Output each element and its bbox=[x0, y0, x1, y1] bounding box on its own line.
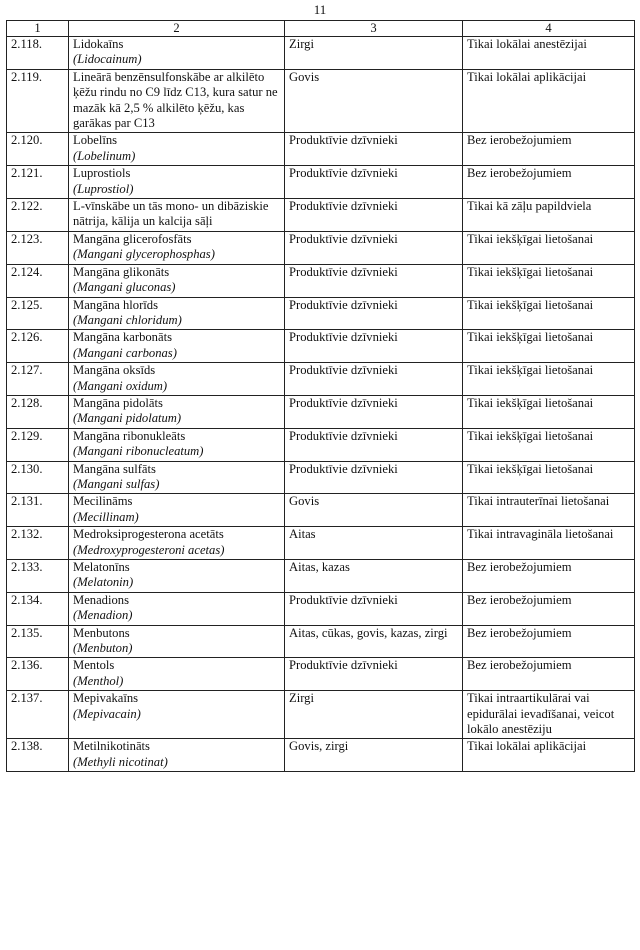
substance-cell bbox=[69, 330, 285, 363]
substance-name: Mangāna hlorīds bbox=[73, 297, 158, 312]
latin-name: (Menadion) bbox=[73, 608, 133, 623]
substance-cell bbox=[69, 494, 285, 527]
target-species: Zirgi bbox=[285, 691, 463, 739]
substance-cell bbox=[69, 297, 285, 330]
row-number: 2.125. bbox=[7, 297, 69, 330]
restriction: Bez ierobežojumiem bbox=[463, 592, 635, 625]
latin-name: (Lidocainum) bbox=[73, 52, 142, 67]
page-number: 11 bbox=[313, 2, 327, 17]
restriction: Bez ierobežojumiem bbox=[463, 658, 635, 691]
substance-cell bbox=[69, 69, 285, 133]
row-number: 2.126. bbox=[7, 330, 69, 363]
latin-name: (Medroxyprogesteroni acetas) bbox=[73, 542, 225, 557]
target-species: Aitas, kazas bbox=[285, 560, 463, 593]
latin-name: (Mangani carbonas) bbox=[73, 345, 177, 360]
row-number: 2.135. bbox=[7, 625, 69, 658]
substance-name: Melatonīns bbox=[73, 560, 130, 574]
substance-cell bbox=[69, 428, 285, 461]
substance-cell bbox=[69, 625, 285, 658]
substance-name: Mangāna sulfāts bbox=[73, 461, 156, 476]
substance-name: Mangāna ribonukleāts bbox=[73, 428, 186, 443]
row-number: 2.119. bbox=[7, 69, 69, 133]
table-body bbox=[7, 37, 635, 772]
substance-name: Mepivakaīns bbox=[73, 691, 139, 706]
latin-name: (Mangani gluconas) bbox=[73, 280, 176, 295]
latin-name: (Methyli nicotinat) bbox=[73, 754, 168, 769]
table-row bbox=[7, 395, 635, 428]
table-row bbox=[7, 560, 635, 593]
substance-cell bbox=[69, 461, 285, 494]
latin-name: (Mecillinam) bbox=[73, 509, 139, 524]
table-row bbox=[7, 133, 635, 166]
substance-cell bbox=[69, 231, 285, 264]
substance-cell bbox=[69, 739, 285, 772]
column-header-4: 4 bbox=[463, 21, 635, 37]
latin-name: (Mangani chloridum) bbox=[73, 312, 182, 327]
target-species: Produktīvie dzīvnieki bbox=[285, 166, 463, 199]
table-row bbox=[7, 691, 635, 739]
substance-name: Lidokaīns bbox=[73, 37, 124, 51]
target-species: Aitas, cūkas, govis, kazas, zirgi bbox=[285, 625, 463, 658]
substance-cell bbox=[69, 199, 285, 232]
row-number: 2.129. bbox=[7, 428, 69, 461]
table-row bbox=[7, 527, 635, 560]
substance-name: Menbutons bbox=[73, 625, 130, 640]
substance-cell bbox=[69, 264, 285, 297]
table-row bbox=[7, 363, 635, 396]
row-number: 2.138. bbox=[7, 739, 69, 772]
substance-name: Mangāna karbonāts bbox=[73, 330, 172, 345]
table-row bbox=[7, 428, 635, 461]
substance-name: Medroksiprogesterona acetāts bbox=[73, 527, 224, 542]
substance-name: Menadions bbox=[73, 592, 129, 607]
restriction: Tikai iekšķīgai lietošanai bbox=[463, 461, 635, 494]
substance-cell bbox=[69, 592, 285, 625]
row-number: 2.123. bbox=[7, 231, 69, 264]
substance-name: Metilnikotināts bbox=[73, 739, 150, 754]
substance-name: Mangāna pidolāts bbox=[73, 395, 163, 410]
row-number: 2.120. bbox=[7, 133, 69, 166]
target-species: Produktīvie dzīvnieki bbox=[285, 428, 463, 461]
restriction: Tikai iekšķīgai lietošanai bbox=[463, 297, 635, 330]
substance-name: Mangāna oksīds bbox=[73, 363, 156, 378]
restriction: Tikai lokālai aplikācijai bbox=[463, 69, 635, 133]
table-row bbox=[7, 625, 635, 658]
row-number: 2.133. bbox=[7, 560, 69, 593]
table-row bbox=[7, 330, 635, 363]
latin-name: (Mangani sulfas) bbox=[73, 476, 160, 491]
latin-name: (Mangani oxidum) bbox=[73, 378, 168, 393]
row-number: 2.131. bbox=[7, 494, 69, 527]
row-number: 2.134. bbox=[7, 592, 69, 625]
substance-cell bbox=[69, 560, 285, 593]
row-number: 2.130. bbox=[7, 461, 69, 494]
table-row bbox=[7, 199, 635, 232]
restriction: Tikai iekšķīgai lietošanai bbox=[463, 264, 635, 297]
restriction: Tikai iekšķīgai lietošanai bbox=[463, 330, 635, 363]
table-row bbox=[7, 264, 635, 297]
substance-cell bbox=[69, 363, 285, 396]
substance-name: Luprostiols bbox=[73, 166, 131, 181]
target-species: Produktīvie dzīvnieki bbox=[285, 592, 463, 625]
target-species: Produktīvie dzīvnieki bbox=[285, 199, 463, 232]
table-row bbox=[7, 37, 635, 70]
substance-name: Mecilināms bbox=[73, 494, 133, 509]
substance-cell bbox=[69, 37, 285, 70]
header-row bbox=[7, 21, 635, 37]
row-number: 2.121. bbox=[7, 166, 69, 199]
target-species: Produktīvie dzīvnieki bbox=[285, 264, 463, 297]
table-row bbox=[7, 166, 635, 199]
column-header-1: 1 bbox=[7, 21, 69, 37]
table-row bbox=[7, 592, 635, 625]
restriction: Tikai iekšķīgai lietošanai bbox=[463, 231, 635, 264]
row-number: 2.124. bbox=[7, 264, 69, 297]
latin-name: (Mangani glycerophosphas) bbox=[73, 247, 215, 262]
target-species: Govis, zirgi bbox=[285, 739, 463, 772]
target-species: Produktīvie dzīvnieki bbox=[285, 461, 463, 494]
target-species: Produktīvie dzīvnieki bbox=[285, 297, 463, 330]
latin-name: (Lobelinum) bbox=[73, 148, 136, 163]
substance-name: Lobelīns bbox=[73, 133, 118, 148]
table-row bbox=[7, 658, 635, 691]
latin-name: (Menthol) bbox=[73, 673, 124, 688]
latin-name: (Mepivacain) bbox=[73, 706, 141, 721]
substance-name: Lineārā benzēnsulfonskābe ar alkilēto ķēžu rindu no C9 līdz C13, kura satur ne mazāk kā 2,5 % alkilēto ķēžu, kas garākas par C13 bbox=[73, 69, 278, 131]
table-row bbox=[7, 297, 635, 330]
latin-name: (Mangani pidolatum) bbox=[73, 411, 182, 426]
restriction: Tikai iekšķīgai lietošanai bbox=[463, 363, 635, 396]
row-number: 2.127. bbox=[7, 363, 69, 396]
restriction: Bez ierobežojumiem bbox=[463, 166, 635, 199]
restriction: Bez ierobežojumiem bbox=[463, 560, 635, 593]
restriction: Tikai intrauterīnai lietošanai bbox=[463, 494, 635, 527]
table-row bbox=[7, 739, 635, 772]
table-row bbox=[7, 494, 635, 527]
restriction: Tikai intraartikulārai vai epidurālai ievadīšanai, veicot lokālo anestēziju bbox=[463, 691, 635, 739]
row-number: 2.118. bbox=[7, 37, 69, 70]
restriction: Bez ierobežojumiem bbox=[463, 133, 635, 166]
latin-name: (Mangani ribonucleatum) bbox=[73, 444, 204, 459]
latin-name: (Menbuton) bbox=[73, 641, 133, 656]
column-header-3: 3 bbox=[285, 21, 463, 37]
substance-cell bbox=[69, 658, 285, 691]
row-number: 2.136. bbox=[7, 658, 69, 691]
restriction: Tikai iekšķīgai lietošanai bbox=[463, 428, 635, 461]
target-species: Produktīvie dzīvnieki bbox=[285, 395, 463, 428]
latin-name: (Melatonin) bbox=[73, 575, 134, 590]
target-species: Produktīvie dzīvnieki bbox=[285, 231, 463, 264]
row-number: 2.137. bbox=[7, 691, 69, 739]
column-header-2: 2 bbox=[69, 21, 285, 37]
restriction: Tikai kā zāļu papildviela bbox=[463, 199, 635, 232]
target-species: Zirgi bbox=[285, 37, 463, 70]
target-species: Govis bbox=[285, 69, 463, 133]
table-row bbox=[7, 461, 635, 494]
restriction: Tikai lokālai anestēzijai bbox=[463, 37, 635, 70]
target-species: Govis bbox=[285, 494, 463, 527]
row-number: 2.122. bbox=[7, 199, 69, 232]
latin-name: (Luprostiol) bbox=[73, 181, 134, 196]
target-species: Produktīvie dzīvnieki bbox=[285, 658, 463, 691]
substance-table bbox=[6, 20, 635, 772]
substance-name: Mangāna glicerofosfāts bbox=[73, 231, 192, 246]
restriction: Tikai lokālai aplikācijai bbox=[463, 739, 635, 772]
substance-cell bbox=[69, 527, 285, 560]
substance-cell bbox=[69, 691, 285, 739]
substance-cell bbox=[69, 395, 285, 428]
substance-cell bbox=[69, 166, 285, 199]
substance-cell bbox=[69, 133, 285, 166]
table-row bbox=[7, 231, 635, 264]
target-species: Produktīvie dzīvnieki bbox=[285, 133, 463, 166]
target-species: Produktīvie dzīvnieki bbox=[285, 363, 463, 396]
row-number: 2.132. bbox=[7, 527, 69, 560]
restriction: Bez ierobežojumiem bbox=[463, 625, 635, 658]
restriction: Tikai iekšķīgai lietošanai bbox=[463, 395, 635, 428]
substance-name: Mentols bbox=[73, 658, 115, 673]
row-number: 2.128. bbox=[7, 395, 69, 428]
substance-name: Mangāna glikonāts bbox=[73, 264, 170, 279]
restriction: Tikai intravagināla lietošanai bbox=[463, 527, 635, 560]
substance-name: L-vīnskābe un tās mono- un dibāziskie nātrija, kālija un kalcija sāļi bbox=[73, 199, 269, 229]
target-species: Aitas bbox=[285, 527, 463, 560]
target-species: Produktīvie dzīvnieki bbox=[285, 330, 463, 363]
table-row bbox=[7, 69, 635, 133]
